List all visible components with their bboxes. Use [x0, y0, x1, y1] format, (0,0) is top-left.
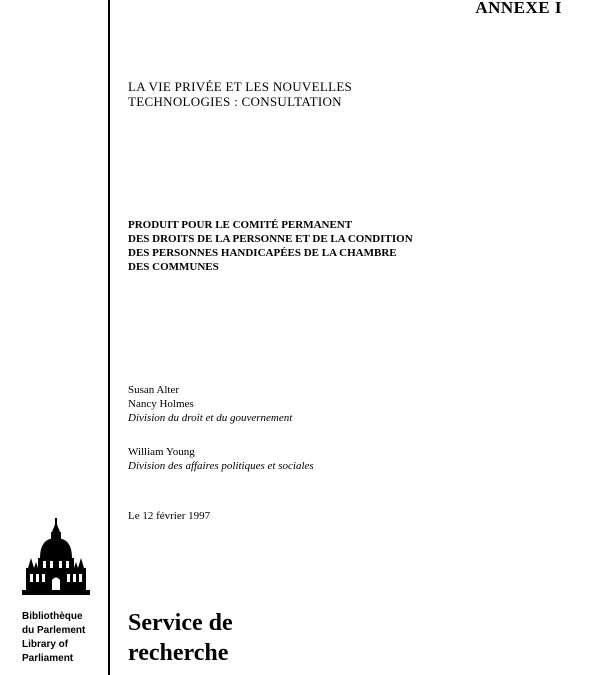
library-name	[22, 610, 85, 666]
title-line: LA VIE PRIVÉE ET LES NOUVELLES	[128, 79, 353, 94]
service-title-line: recherche	[128, 640, 229, 666]
library-name-line: Parliament	[22, 653, 74, 664]
author-name: William Young	[128, 446, 195, 458]
produced-for-line: DES COMMUNES	[128, 261, 219, 273]
produced-for-line: DES DROITS DE LA PERSONNE ET DE LA CONDITION	[128, 233, 413, 245]
title-line: TECHNOLOGIES : CONSULTATION	[128, 94, 342, 109]
author-name: Susan Alter	[128, 384, 180, 396]
margin-rule	[108, 0, 110, 675]
document-title	[128, 79, 352, 109]
service-title-line: Service de	[128, 610, 233, 636]
annex-label: ANNEXE I	[475, 0, 562, 17]
author-division: Division des affaires politiques et sociales	[128, 460, 314, 472]
author-division: Division du droit et du gouvernement	[128, 412, 293, 424]
service-title	[128, 608, 233, 668]
library-name-line: du Parlement	[22, 625, 86, 636]
author-name: Nancy Holmes	[128, 398, 194, 410]
library-of-parliament-building-icon	[22, 518, 90, 598]
produced-for-line: DES PERSONNES HANDICAPÉES DE LA CHAMBRE	[128, 247, 397, 259]
library-name-line: Library of	[22, 639, 69, 650]
produced-for-block	[128, 218, 413, 274]
authors-block	[128, 383, 314, 473]
publication-date: Le 12 février 1997	[128, 510, 211, 522]
produced-for-line: PRODUIT POUR LE COMITÉ PERMANENT	[128, 219, 353, 231]
library-name-line: Bibliothèque	[22, 611, 83, 622]
